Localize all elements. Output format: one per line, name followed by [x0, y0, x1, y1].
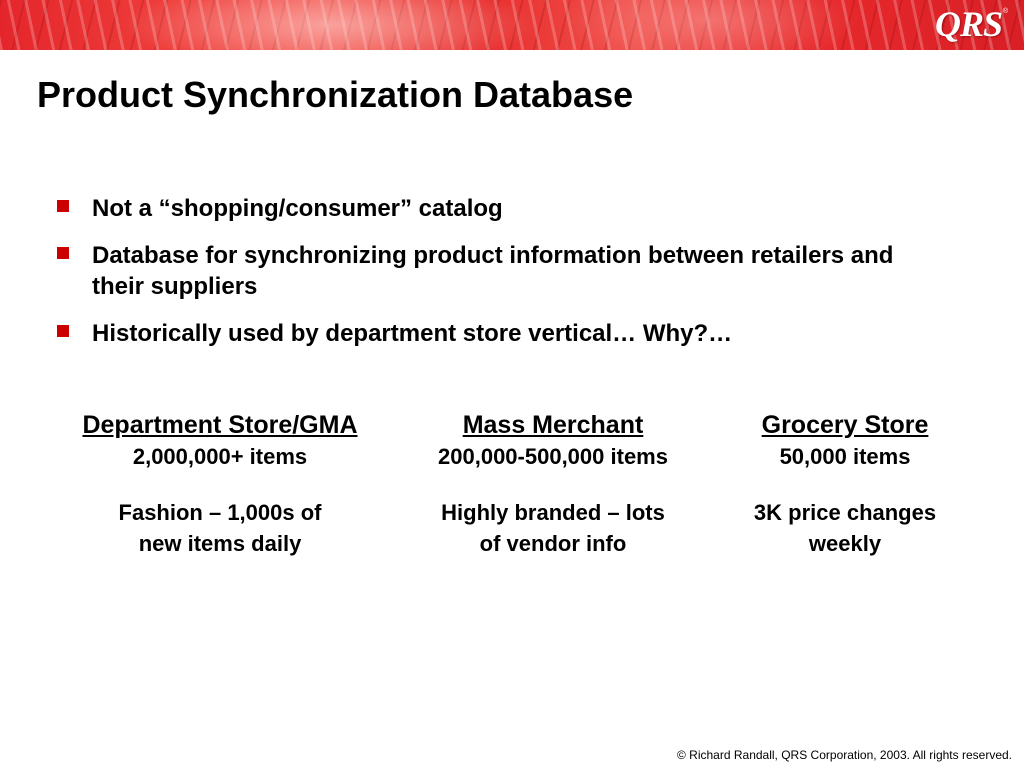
note-line: of vendor info	[479, 531, 627, 556]
column-grocery-store	[720, 409, 970, 559]
square-bullet-icon	[57, 325, 69, 337]
header-banner	[0, 0, 1024, 50]
note-line: Highly branded – lots	[441, 500, 665, 525]
column-note	[400, 497, 706, 559]
note-line: Fashion – 1,000s of	[118, 500, 322, 525]
qrs-logo: QRS	[934, 4, 1002, 44]
bullet-text: Historically used by department store vertical… Why?…	[92, 320, 733, 347]
column-heading: Department Store/GMA	[82, 411, 358, 439]
square-bullet-icon	[57, 247, 69, 259]
column-note	[60, 497, 380, 559]
banner-glow	[120, 0, 540, 50]
square-bullet-icon	[57, 200, 69, 212]
note-line: weekly	[808, 531, 882, 556]
registered-mark: ®	[1002, 8, 1008, 15]
note-line: new items daily	[138, 531, 302, 556]
bullet-text: Not a “shopping/consumer” catalog	[92, 195, 503, 222]
column-note	[720, 497, 970, 559]
copyright-footer: © Richard Randall, QRS Corporation, 2003. All rights reserved.	[677, 748, 1012, 762]
column-mass-merchant	[400, 409, 706, 559]
bullet-item	[57, 240, 937, 302]
column-heading: Mass Merchant	[462, 411, 644, 439]
bullet-item	[57, 318, 937, 349]
bullet-list	[57, 193, 937, 365]
bullet-text: Database for synchronizing product information between retailers and their suppliers	[92, 242, 894, 300]
banner-glow-secondary	[560, 0, 860, 50]
note-line: 3K price changes	[753, 500, 937, 525]
column-department-store	[60, 409, 380, 559]
item-count: 50,000 items	[779, 444, 911, 469]
item-count: 2,000,000+ items	[132, 444, 308, 469]
item-count: 200,000-500,000 items	[438, 444, 668, 469]
column-heading: Grocery Store	[761, 411, 929, 439]
slide-title: Product Synchronization Database	[37, 74, 634, 115]
bullet-item	[57, 193, 937, 224]
